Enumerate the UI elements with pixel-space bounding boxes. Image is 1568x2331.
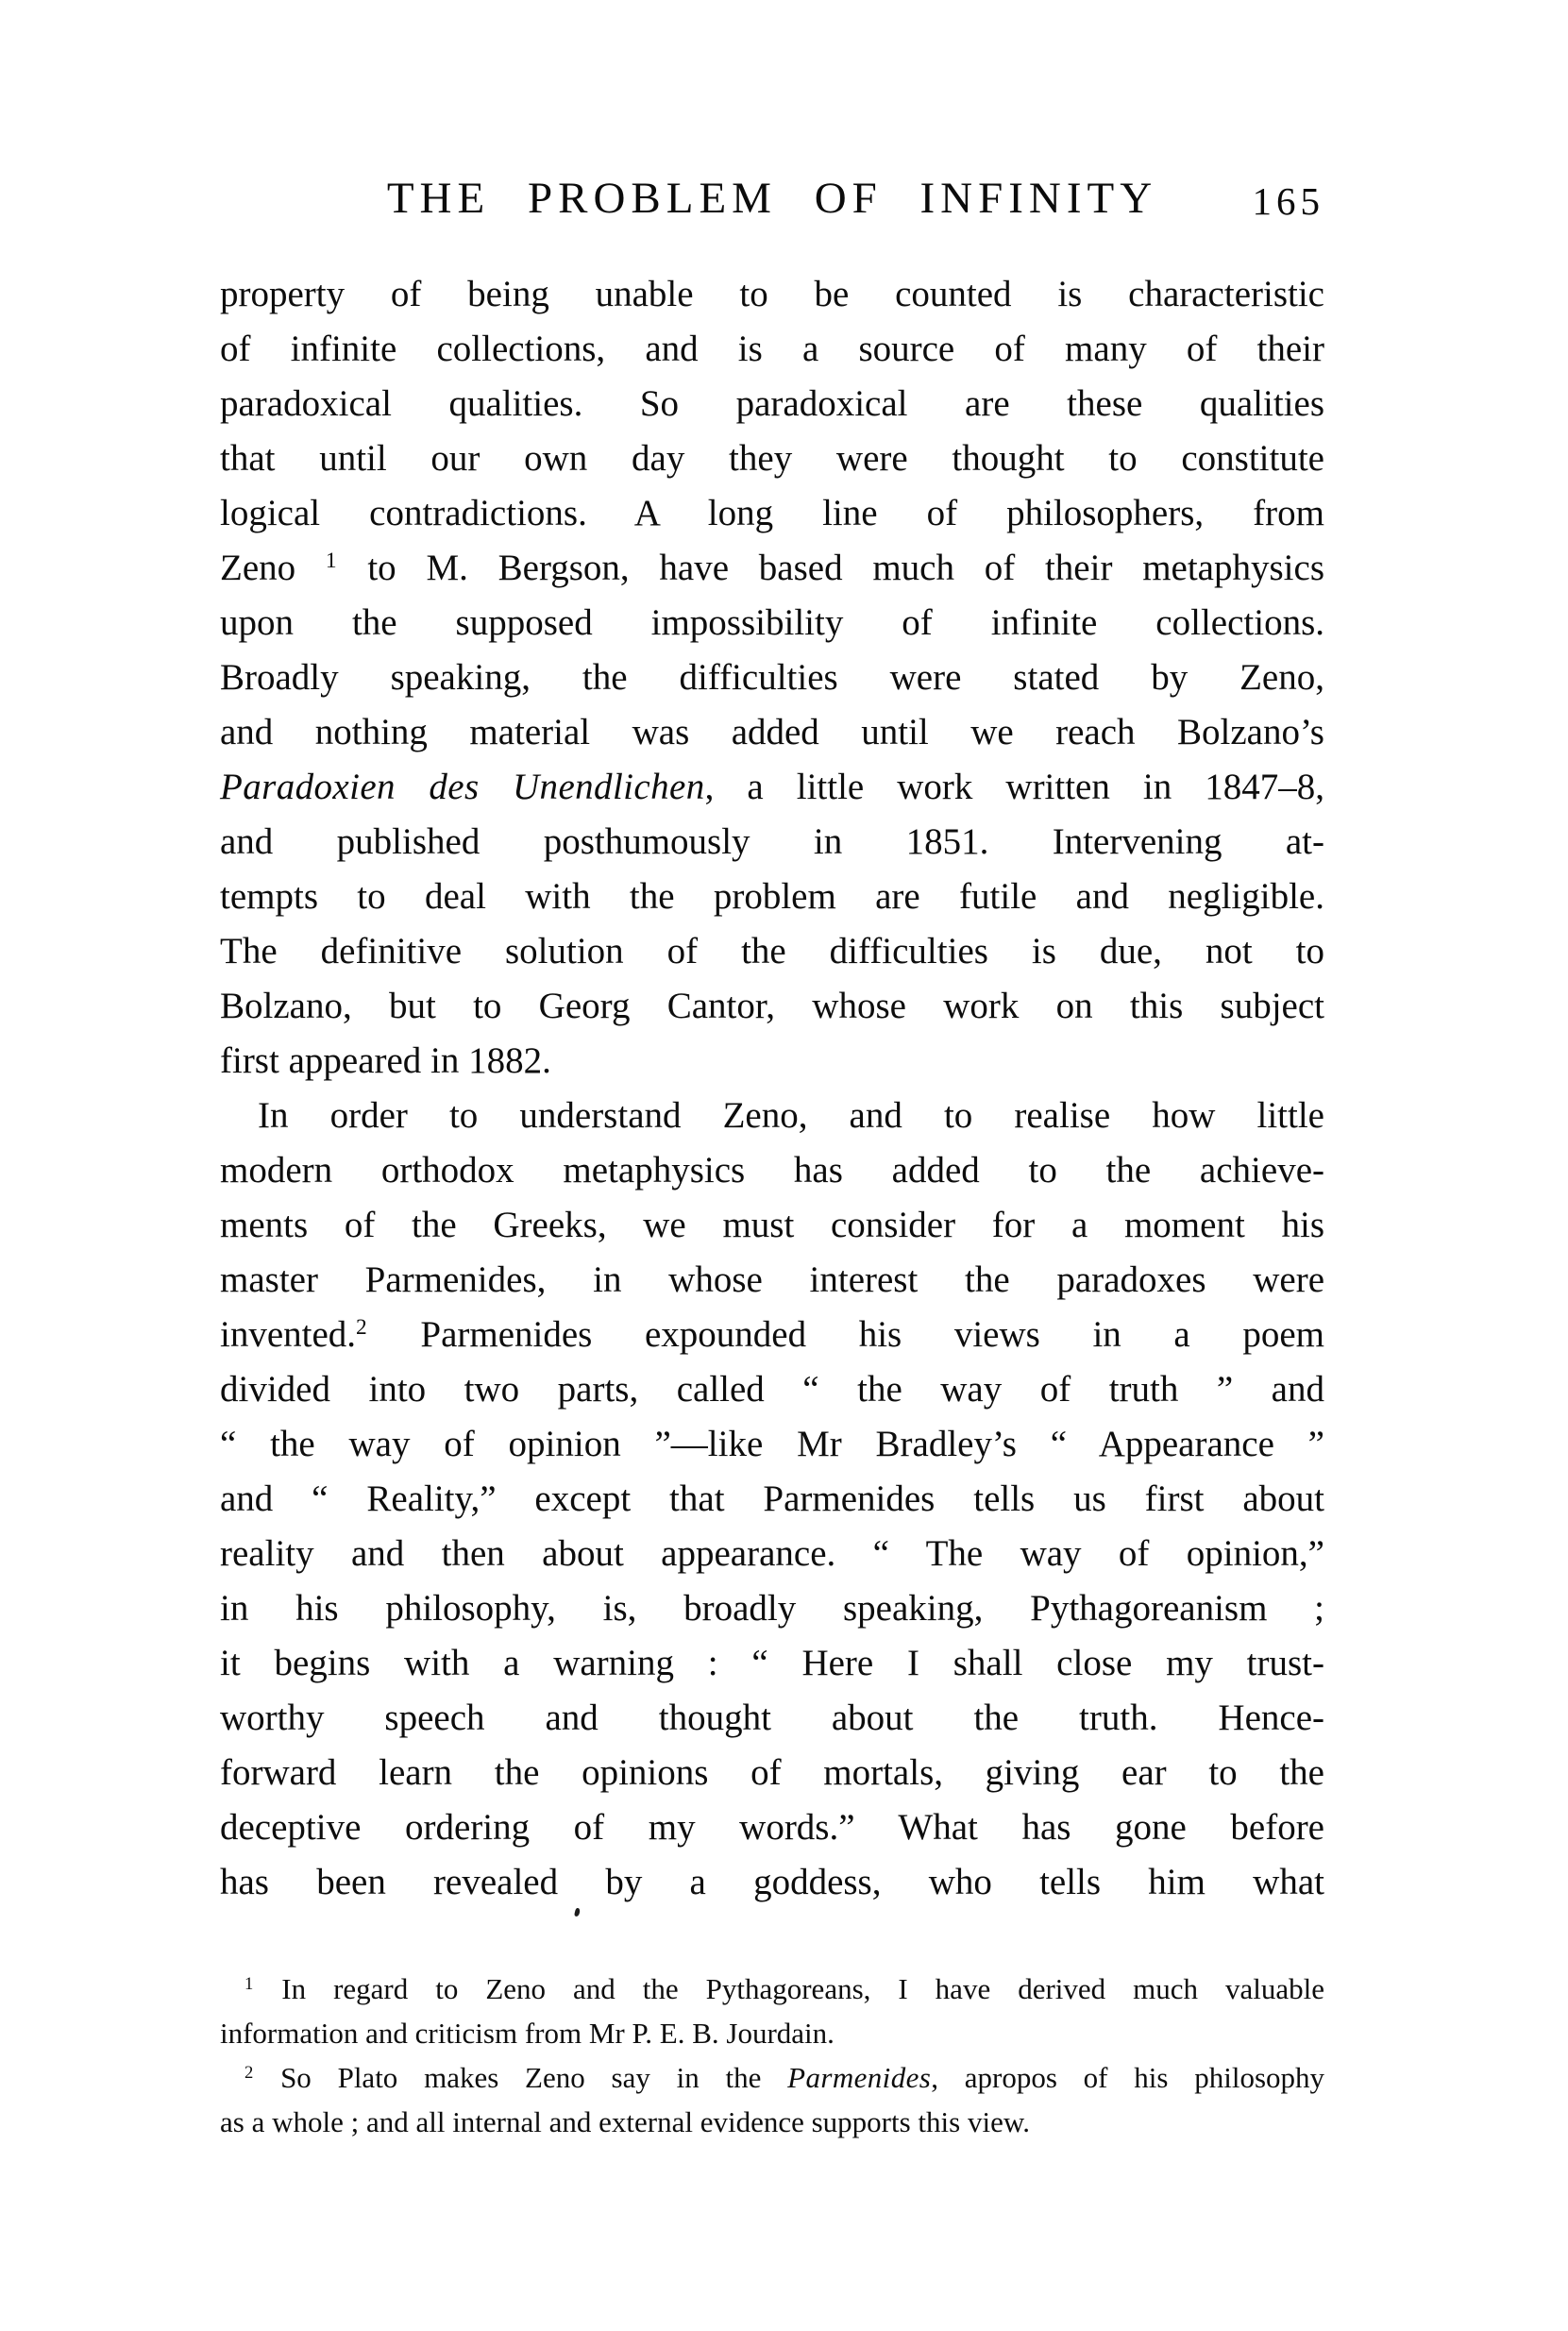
text-line [220,596,1324,650]
text-segment: as a whole ; and all internal and external evidence supports this view. [220,2105,1030,2138]
text-line [220,1746,1324,1800]
text-segment: first appeared in 1882. [220,1040,551,1081]
text-segment: deceptive ordering of my words.” What has gone before [220,1807,1324,1848]
text-segment: worthy speech and thought about the truth. Hence- [220,1698,1324,1738]
text-line [220,1089,1324,1143]
text-segment: The definitive solution of the difficulties is due, not to [220,931,1324,971]
text-line [220,1581,1324,1636]
text-line [220,2011,1324,2055]
text-segment: has been revealed by a goddess, who tells him what [220,1862,1324,1902]
footnote-marker: 1 [244,1973,255,1994]
text-segment: Parmenides expounded his views in a poem [367,1314,1324,1355]
text-line [220,1472,1324,1527]
text-line [220,979,1324,1034]
text-line [220,1967,1324,2011]
footnote-marker: 2 [244,2062,255,2083]
text-line [220,870,1324,924]
text-segment: logical contradictions. A long line of philosophers, from [220,493,1324,533]
text-segment: information and criticism from Mr P. E. B. Jourdain. [220,2017,835,2050]
text-segment: master Parmenides, in whose interest the paradoxes were [220,1259,1324,1300]
text-line [220,1362,1324,1417]
text-segment: property of being unable to be counted is characteristic [220,274,1324,314]
text-segment: modern orthodox metaphysics has added to the achieve- [220,1150,1324,1191]
text-line [220,377,1324,431]
text-segment: divided into two parts, called “ the way of truth ” and [220,1369,1324,1410]
text-segment: of infinite collections, and is a source of many of their [220,329,1324,369]
text-line [220,1636,1324,1691]
text-line [220,1308,1324,1362]
text-segment: “ the way of opinion ”—like Mr Bradley’s “ Appearance ” [220,1424,1324,1464]
body-text [220,267,1324,1910]
text-line [220,1855,1324,1910]
footnote-marker: 2 [356,1315,368,1341]
text-line [220,1143,1324,1198]
text-segment: paradoxical qualities. So paradoxical are these qualities [220,383,1324,424]
footnotes-section [220,1967,1324,2144]
text-line [220,1691,1324,1746]
text-segment: Bolzano, but to Georg Cantor, whose work on this subject [220,986,1324,1026]
text-segment: In regard to Zeno and the Pythagoreans, I have derived much valuable [254,1972,1324,2005]
text-line [220,1527,1324,1581]
text-line [220,1253,1324,1308]
running-title: THE PROBLEM OF INFINITY [386,174,1158,223]
footnote-marker: 1 [325,549,338,574]
text-segment: forward learn the opinions of mortals, giving ear to the [220,1752,1324,1793]
text-line [220,2100,1324,2144]
text-line [220,267,1324,322]
text-line [220,650,1324,705]
text-segment: ments of the Greeks, we must consider for a moment his [220,1205,1324,1245]
text-line [220,1034,1324,1089]
text-line [220,705,1324,760]
text-line [220,815,1324,870]
text-line [220,541,1324,596]
text-line [220,924,1324,979]
text-segment: Zeno [220,548,326,588]
text-segment: that until our own day they were thought to constitute [220,438,1324,479]
page-number: 165 [1252,179,1324,223]
text-segment: and nothing material was added until we reach Bolzano’s [220,712,1324,752]
page-header [220,173,1324,224]
text-segment: and published posthumously in 1851. Intervening at- [220,821,1324,862]
book-page [220,173,1324,2144]
text-segment: , apropos of his philosophy [931,2061,1325,2094]
text-segment: , a little work written in 1847–8, [704,767,1324,807]
text-line [220,1800,1324,1855]
text-segment: reality and then about appearance. “ The way of opinion,” [220,1533,1324,1574]
ink-speck-artifact [574,1908,581,1917]
text-segment: Broadly speaking, the difficulties were stated by Zeno, [220,657,1324,698]
text-segment: tempts to deal with the problem are futile and negligible. [220,876,1324,917]
text-line [220,486,1324,541]
text-line [220,1417,1324,1472]
text-line [220,1198,1324,1253]
text-line [220,760,1324,815]
text-segment: in his philosophy, is, broadly speaking, Pythagoreanism ; [220,1588,1324,1629]
text-segment: it begins with a warning : “ Here I shall close my trust- [220,1643,1324,1683]
text-segment: to M. Bergson, have based much of their metaphysics [337,548,1324,588]
text-segment: upon the supposed impossibility of infinite collections. [220,602,1324,643]
text-line [220,431,1324,486]
text-line [220,2055,1324,2100]
text-segment: Paradoxien des Unendlichen [220,767,705,807]
text-segment: In order to understand Zeno, and to realise how little [258,1095,1324,1136]
text-segment: So Plato makes Zeno say in the [254,2061,788,2094]
text-segment: invented. [220,1314,357,1355]
text-line [220,322,1324,377]
text-segment: Parmenides [787,2061,932,2094]
text-segment: and “ Reality,” except that Parmenides tells us first about [220,1478,1324,1519]
